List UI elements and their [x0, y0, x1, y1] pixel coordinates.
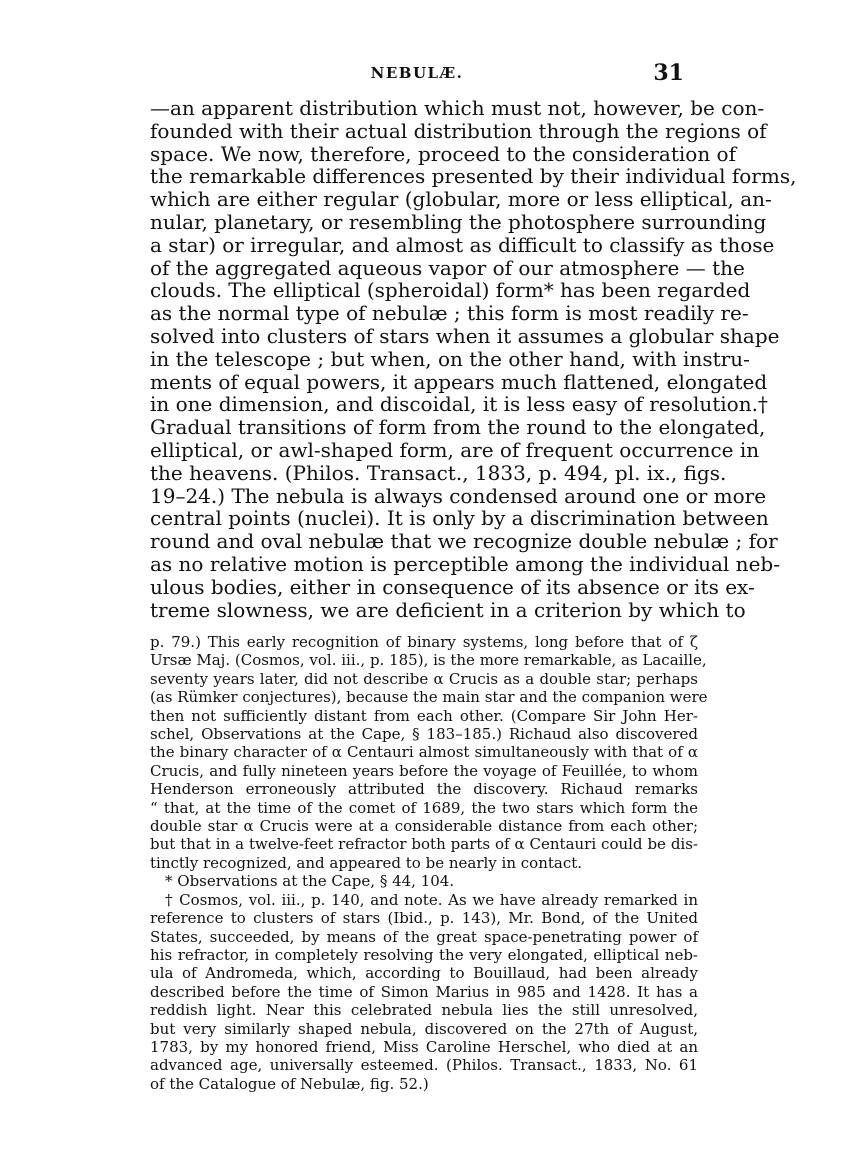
- footnote-line: described before the time of Simon Marius in 985 and 1428. It has a: [150, 982, 698, 1001]
- footnote-line: then not sufficiently distant from each other. (Compare Sir John Her-: [150, 706, 698, 725]
- footnote-line: but that in a twelve-feet refractor both parts of α Centauri could be dis-: [150, 835, 698, 854]
- footnote-line: Crucis, and fully nineteen years before the voyage of Feuillée, to whom: [150, 761, 698, 780]
- body-line: a star) or irregular, and almost as difficult to classify as those: [150, 232, 775, 257]
- footnote-line: tinctly recognized, and appeared to be nearly in contact.: [150, 853, 583, 872]
- footnote-line: Ursæ Maj. (Cosmos, vol. iii., p. 185), is the more remarkable, as Lacaille,: [150, 651, 707, 670]
- body-line: as no relative motion is perceptible among the individual neb-: [150, 551, 780, 576]
- footnote-line: States, succeeded, by means of the great space-penetrating power of: [150, 927, 698, 946]
- body-text: [150, 96, 797, 622]
- running-title: NEBULÆ.: [370, 64, 464, 82]
- body-line: clouds. The elliptical (spheroidal) form* has been regarded: [150, 278, 751, 303]
- body-line: the heavens. (Philos. Transact., 1833, p. 494, pl. ix., figs.: [150, 460, 727, 485]
- body-line: which are either regular (globular, more or less elliptical, an-: [150, 187, 772, 212]
- body-line: solved into clusters of stars when it assumes a globular shape: [150, 323, 780, 348]
- body-line: 19–24.) The nebula is always condensed around one or more: [150, 483, 767, 508]
- body-line: ulous bodies, either in consequence of its absence or its ex-: [150, 574, 755, 599]
- body-line: in the telescope ; but when, on the other hand, with instru-: [150, 346, 750, 371]
- footnote-line: reference to clusters of stars (Ibid., p. 143), Mr. Bond, of the United: [150, 909, 698, 928]
- footnote-line: the binary character of α Centauri almost simultaneously with that of α: [150, 743, 698, 762]
- footnote-line: Henderson erroneously attributed the discovery. Richaud remarks: [150, 780, 698, 799]
- footnotes: [150, 633, 708, 1093]
- body-line: nular, planetary, or resembling the photosphere surrounding: [150, 209, 767, 234]
- body-line: round and oval nebulæ that we recognize double nebulæ ; for: [150, 529, 778, 554]
- footnote-line: his refractor, in completely resolving the very elongated, elliptical neb-: [150, 945, 698, 964]
- footnote-line: but very similarly shaped nebula, discovered on the 27th of August,: [150, 1019, 698, 1038]
- footnote-line: seventy years later, did not describe α Crucis as a double star; perhaps: [150, 669, 698, 688]
- body-line: Gradual transitions of form from the round to the elongated,: [150, 415, 766, 440]
- footnote-line: double star α Crucis were at a considerable distance from each other;: [150, 817, 698, 836]
- body-line: space. We now, therefore, proceed to the consideration of: [150, 141, 736, 166]
- footnote-line: advanced age, universally esteemed. (Philos. Transact., 1833, No. 61: [150, 1056, 698, 1075]
- footnote-line: ula of Andromeda, which, according to Bouillaud, had been already: [150, 964, 698, 983]
- body-line: central points (nuclei). It is only by a discrimination between: [150, 506, 769, 531]
- footnote-line: 1783, by my honored friend, Miss Caroline Herschel, who died at an: [150, 1037, 698, 1056]
- body-line: ments of equal powers, it appears much flattened, elongated: [150, 369, 768, 394]
- body-line: founded with their actual distribution through the regions of: [150, 118, 767, 143]
- body-line: —an apparent distribution which must not, however, be con-: [150, 96, 765, 120]
- page-number: 31: [653, 60, 684, 86]
- footnote-line: (as Rümker conjectures), because the main star and the companion were: [150, 688, 708, 707]
- footnote-line: reddish light. Near this celebrated nebula lies the still unresolved,: [150, 1001, 698, 1020]
- footnote-star: * Observations at the Cape, § 44, 104.: [165, 872, 455, 891]
- page-header: [150, 62, 684, 88]
- body-line: of the aggregated aqueous vapor of our atmosphere — the: [150, 255, 745, 280]
- body-line: elliptical, or awl-shaped form, are of frequent occurrence in: [150, 437, 760, 462]
- body-line: as the normal type of nebulæ ; this form is most readily re-: [150, 301, 749, 326]
- body-line: treme slowness, we are deficient in a criterion by which to: [150, 597, 746, 622]
- body-line: the remarkable differences presented by their individual forms,: [150, 164, 797, 189]
- body-line: in one dimension, and discoidal, it is less easy of resolution.†: [150, 392, 768, 417]
- footnote-line: “ that, at the time of the comet of 1689, the two stars which form the: [150, 798, 698, 817]
- footnote-line: p. 79.) This early recognition of binary systems, long before that of ζ: [150, 633, 698, 651]
- footnote-line: schel, Observations at the Cape, § 183–185.) Richaud also discovered: [150, 725, 698, 744]
- footnote-line: of the Catalogue of Nebulæ, fig. 52.): [150, 1074, 429, 1093]
- footnote-dagger: † Cosmos, vol. iii., p. 140, and note. As we have already remarked in: [165, 890, 698, 909]
